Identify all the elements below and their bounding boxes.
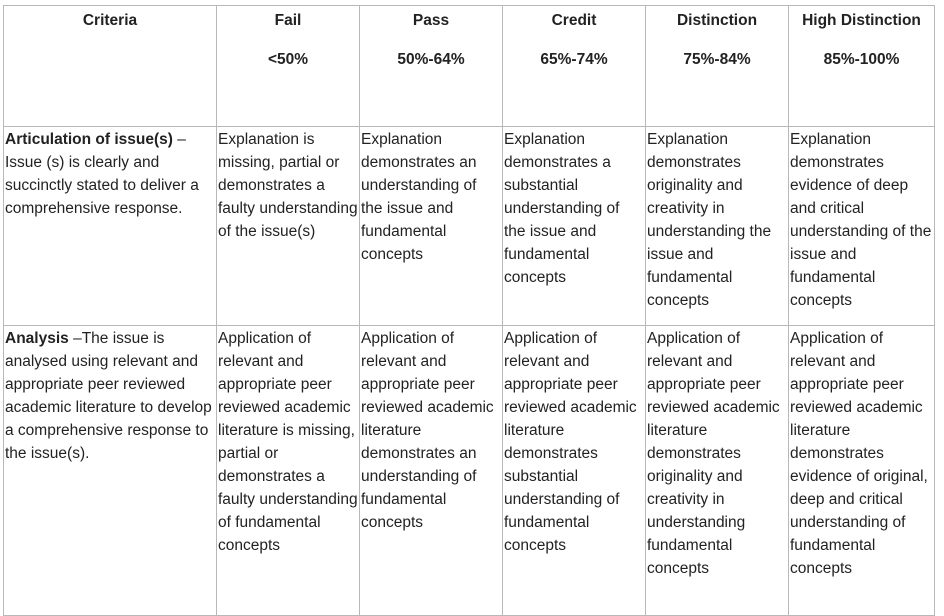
high-distinction-cell: Explanation demonstrates evidence of deep and critical understanding of the issue and fundamental concepts xyxy=(789,127,935,326)
pass-header xyxy=(360,6,503,127)
high-distinction-cell: Application of relevant and appropriate peer reviewed academic literature demonstrates evidence of original, deep and critical understanding of fundamental concepts xyxy=(789,326,935,616)
rubric-table xyxy=(3,5,935,616)
grade-label: High Distinction xyxy=(802,12,921,29)
criterion-separator: – xyxy=(68,330,82,347)
grade-range: 50%-64% xyxy=(397,51,465,68)
criterion-separator: – xyxy=(172,131,186,148)
grade-label: Distinction xyxy=(676,12,758,29)
header-row xyxy=(4,6,935,127)
pass-cell: Explanation demonstrates an understanding of the issue and fundamental concepts xyxy=(360,127,503,326)
fail-cell: Explanation is missing, partial or demonstrates a faulty understanding of the issue(s) xyxy=(217,127,360,326)
grade-label: Credit xyxy=(551,12,597,29)
criterion-description: The issue is analysed using relevant and appropriate peer reviewed academic literature to develop a comprehensive response to the issue(s). xyxy=(5,330,212,462)
credit-cell: Explanation demonstrates a substantial understanding of the issue and fundamental concepts xyxy=(503,127,646,326)
criterion-cell xyxy=(4,326,217,616)
criterion-description: Issue (s) is clearly and succinctly stated to deliver a comprehensive response. xyxy=(5,154,199,217)
criterion-title: Analysis xyxy=(5,330,69,347)
distinction-cell: Explanation demonstrates originality and creativity in understanding the issue and fundamental concepts xyxy=(646,127,789,326)
distinction-header xyxy=(646,6,789,127)
distinction-cell: Application of relevant and appropriate peer reviewed academic literature demonstrates originality and creativity in understanding fundamental concepts xyxy=(646,326,789,616)
grade-range: <50% xyxy=(267,51,309,68)
table-row xyxy=(4,127,935,326)
grade-range: 75%-84% xyxy=(683,51,751,68)
grade-label: Fail xyxy=(274,12,302,29)
credit-cell: Application of relevant and appropriate peer reviewed academic literature demonstrates substantial understanding of fundamental concepts xyxy=(503,326,646,616)
credit-header xyxy=(503,6,646,127)
criteria-header: Criteria xyxy=(4,6,217,127)
table-row xyxy=(4,326,935,616)
grade-range: 65%-74% xyxy=(540,51,608,68)
grade-label: Pass xyxy=(412,12,450,29)
pass-cell: Application of relevant and appropriate peer reviewed academic literature demonstrates an understanding of fundamental concepts xyxy=(360,326,503,616)
criterion-title: Articulation of issue(s) xyxy=(5,131,173,148)
fail-cell: Application of relevant and appropriate peer reviewed academic literature is missing, partial or demonstrates a faulty understanding of fundamental concepts xyxy=(217,326,360,616)
fail-header xyxy=(217,6,360,127)
criterion-cell xyxy=(4,127,217,326)
grade-range: 85%-100% xyxy=(823,51,900,68)
high-distinction-header xyxy=(789,6,935,127)
